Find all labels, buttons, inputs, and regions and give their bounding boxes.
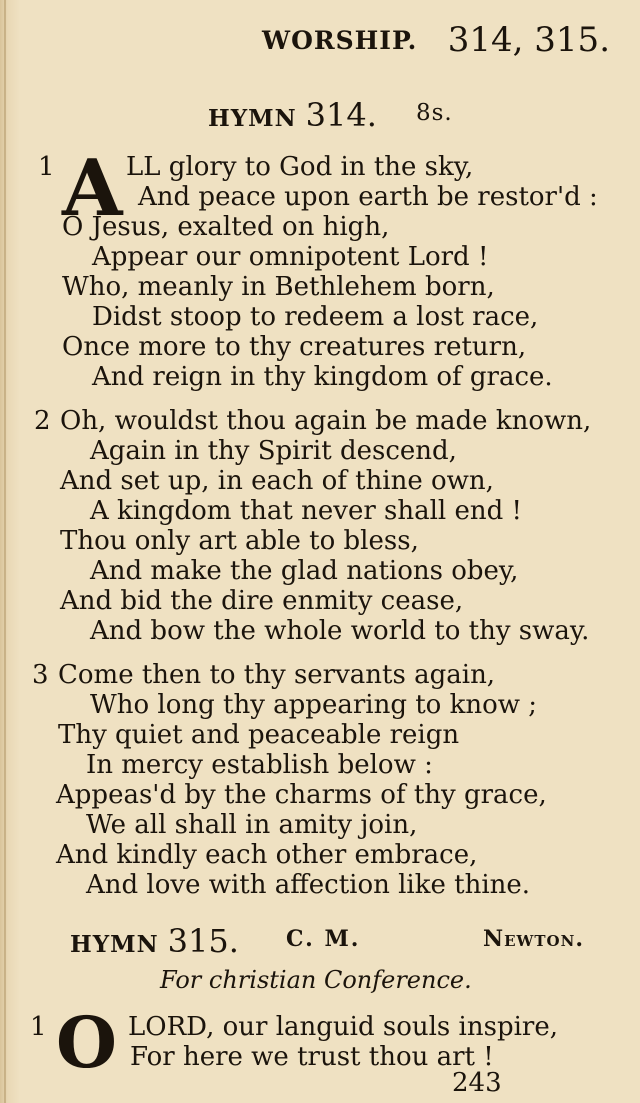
- verse-number: 2: [34, 406, 51, 436]
- verse-line: And bow the whole world to thy sway.: [90, 616, 590, 646]
- verse-line: Oh, wouldst thou again be made known,: [60, 406, 592, 436]
- verse-line: Come then to thy servants again,: [58, 660, 496, 690]
- verse-line: For here we trust thou art !: [130, 1042, 494, 1072]
- verse-number: 1: [30, 1012, 47, 1042]
- hymn-314-heading: [208, 96, 377, 134]
- header-hymn-numbers: 314, 315.: [447, 20, 610, 60]
- hymn-label: HYMN: [208, 105, 297, 132]
- hymn-315-heading: [70, 922, 239, 960]
- verse-line: LORD, our languid souls inspire,: [128, 1012, 558, 1042]
- drop-cap: O: [56, 1001, 117, 1084]
- verse-line: Who long thy appearing to know ;: [90, 690, 538, 720]
- verse-line: In mercy establish below :: [86, 750, 433, 780]
- page-number: 243: [452, 1068, 502, 1098]
- verse-line: Thy quiet and peaceable reign: [58, 720, 460, 750]
- verse-number: 1: [38, 152, 55, 182]
- verse-line: Appear our omnipotent Lord !: [92, 242, 489, 272]
- verse-line: And make the glad nations obey,: [90, 556, 519, 586]
- verse-line: Again in thy Spirit descend,: [90, 436, 457, 466]
- verse-number: 3: [32, 660, 49, 690]
- hymn-number: 315.: [167, 922, 239, 960]
- verse-line: Thou only art able to bless,: [60, 526, 419, 556]
- verse-line: LL glory to God in the sky,: [126, 152, 474, 182]
- verse-line: We all shall in amity join,: [86, 810, 418, 840]
- verse-line: Appeas'd by the charms of thy grace,: [56, 780, 547, 810]
- verse-line: And set up, in each of thine own,: [60, 466, 494, 496]
- verse-line: O Jesus, exalted on high,: [62, 212, 390, 242]
- hymn-314-meter: 8s.: [416, 100, 453, 126]
- hymn-315-meter: C. M.: [286, 926, 361, 952]
- verse-line: And reign in thy kingdom of grace.: [92, 362, 553, 392]
- hymn-author: Newton.: [483, 926, 584, 952]
- page-gutter: [4, 0, 6, 1103]
- verse-line: A kingdom that never shall end !: [90, 496, 522, 526]
- verse-line: And bid the dire enmity cease,: [60, 586, 464, 616]
- verse-line: And love with affection like thine.: [86, 870, 531, 900]
- running-title: WORSHIP.: [262, 26, 418, 55]
- verse-line: Who, meanly in Bethlehem born,: [62, 272, 495, 302]
- hymn-number: 314.: [305, 96, 377, 134]
- drop-cap: A: [62, 143, 123, 234]
- verse-line: Once more to thy creatures return,: [62, 332, 527, 362]
- verse-line: Didst stoop to redeem a lost race,: [92, 302, 539, 332]
- hymn-subtitle: For christian Conference.: [160, 966, 472, 994]
- verse-line: And peace upon earth be restor'd :: [138, 182, 598, 212]
- verse-line: And kindly each other embrace,: [56, 840, 478, 870]
- hymn-label: HYMN: [70, 931, 159, 958]
